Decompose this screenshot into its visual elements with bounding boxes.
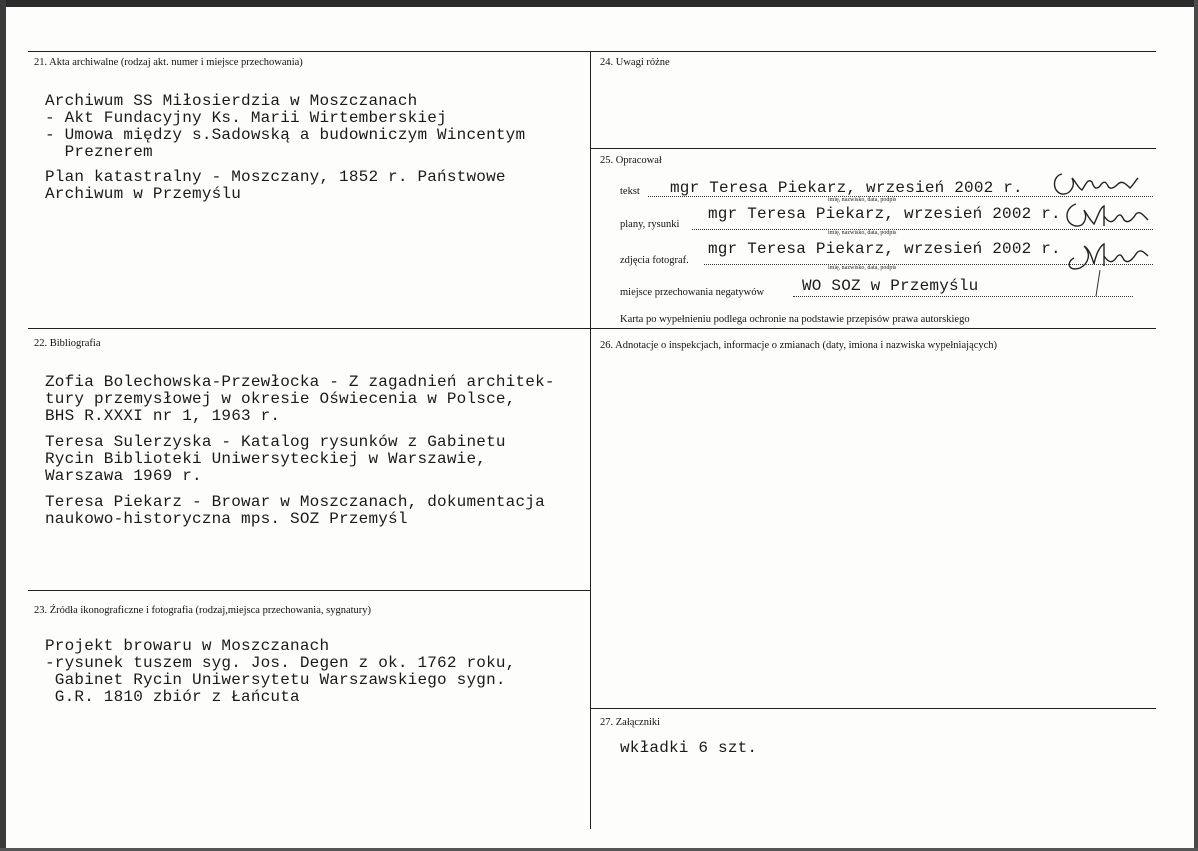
section-21-line: Archiwum w Przemyślu (45, 185, 242, 203)
iconography-line: Gabinet Rycin Uniwersytetu Warszawskiego sygn. (45, 671, 506, 689)
rule-24-25 (591, 148, 1156, 149)
section-27-label: 27. Załączniki (600, 717, 661, 728)
bibliography-line: naukowo-historyczna mps. SOZ Przemyśl (45, 510, 408, 528)
tekst-value: mgr Teresa Piekarz, wrzesień 2002 r. (670, 179, 1023, 197)
section-21-line: Archiwum SS Miłosierdzia w Moszczanach (45, 92, 418, 110)
section-24-label: 24. Uwagi różne (600, 57, 670, 68)
section-23-label: 23. Źródła ikonograficzne i fotografia (rodzaj,miejsca przechowania, sygnatury) (34, 605, 372, 616)
scan-border-top (0, 0, 1198, 7)
bibliography-line: Teresa Sulerzyska - Katalog rysunków z Gabinetu (45, 433, 506, 451)
signature-zdjecia (1062, 234, 1154, 298)
section-21-label: 21. Akta archiwalne (rodzaj akt. numer i miejsce przechowania) (34, 57, 303, 68)
tekst-caption: imię, nazwisko, data, podpis (828, 197, 897, 203)
miejsce-value: WO SOZ w Przemyślu (802, 277, 979, 295)
bibliography-line: Warszawa 1969 r. (45, 467, 202, 485)
scan-border-right (1194, 0, 1198, 851)
bibliography-line: Zofia Bolechowska-Przewłocka - Z zagadnień architek- (45, 373, 555, 391)
copyright-footer: Karta po wypełnieniu podlega ochronie na podstawie przepisów prawa autorskiego (620, 314, 970, 325)
attachments-value: wkładki 6 szt. (620, 739, 758, 757)
section-21-line: Preznerem (45, 143, 153, 161)
rule-row3-left (28, 590, 590, 591)
plany-caption: imię, nazwisko, data, podpis (828, 230, 897, 236)
section-21-line: Plan katastralny - Moszczany, 1852 r. Państwowe (45, 168, 506, 186)
plany-label: plany, rysunki (620, 219, 680, 230)
iconography-line: -rysunek tuszem syg. Jos. Degen z ok. 1762 roku, (45, 654, 516, 672)
bibliography-line: Rycin Biblioteki Uniwersyteckiej w Warszawie, (45, 450, 487, 468)
miejsce-label: miejsce przechowania negatywów (620, 287, 765, 298)
signature-tekst (1048, 168, 1140, 198)
zdjecia-label: zdjęcia fotograf. (620, 255, 689, 266)
iconography-line: Projekt browaru w Moszczanach (45, 637, 330, 655)
section-26-label: 26. Adnotacje o inspekcjach, informacje o zmianach (daty, imiona i nazwiska wypełniających) (600, 340, 998, 351)
zdjecia-value: mgr Teresa Piekarz, wrzesień 2002 r. (708, 240, 1061, 258)
rule-top (28, 51, 1156, 52)
zdjecia-caption: imię, nazwisko, data, podpis (828, 265, 897, 271)
section-25-label: 25. Opracował (600, 155, 662, 166)
rule-row2 (28, 328, 1156, 329)
bibliography-line: Teresa Piekarz - Browar w Moszczanach, dokumentacja (45, 493, 545, 511)
bibliography-line: tury przemysłowej w okresie Oświecenia w Polsce, (45, 390, 516, 408)
scan-border-left (0, 0, 6, 851)
section-21-line: - Akt Fundacyjny Ks. Marii Wirtemberskiej (45, 109, 447, 127)
section-21-line: - Umowa między s.Sadowską a budowniczym Wincentym (45, 126, 526, 144)
section-22-label: 22. Bibliografia (34, 338, 101, 349)
iconography-line: G.R. 1810 zbiór z Łańcuta (45, 688, 300, 706)
rule-26-27 (591, 708, 1156, 709)
signature-plany (1060, 200, 1152, 230)
plany-value: mgr Teresa Piekarz, wrzesień 2002 r. (708, 205, 1061, 223)
rule-center (590, 51, 591, 829)
tekst-label: tekst (620, 186, 640, 197)
miejsce-dotted-line (793, 295, 1133, 297)
bibliography-line: BHS R.XXXI nr 1, 1963 r. (45, 407, 281, 425)
